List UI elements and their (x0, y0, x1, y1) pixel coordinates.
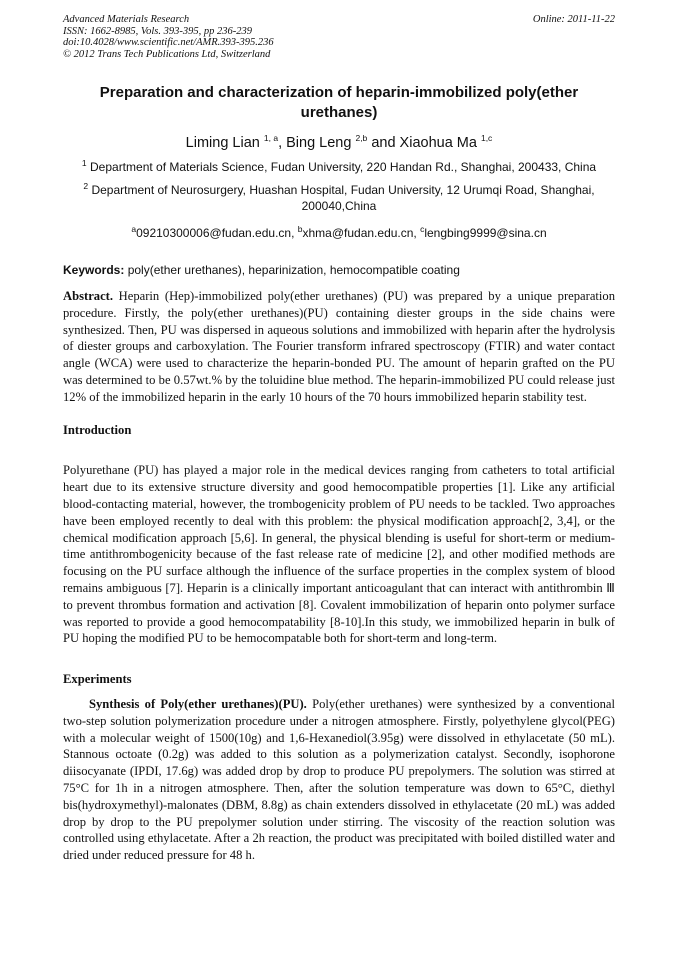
author-separator: and (367, 135, 400, 151)
author-list (63, 134, 615, 152)
email-address: xhma@fudan.edu.cn (302, 226, 414, 240)
journal-copyright: © 2012 Trans Tech Publications Ltd, Switzerland (63, 48, 271, 60)
author-affiliation-marker: 1,c (480, 133, 493, 144)
author-name: Xiaohua Ma (399, 135, 477, 151)
email-marker: c (420, 224, 425, 234)
affiliation-2 (63, 182, 615, 214)
keywords-label: Keywords: (63, 263, 125, 277)
email-separator: , (413, 226, 421, 240)
email-address: lengbing9999@sina.cn (424, 226, 547, 240)
email-marker: b (297, 224, 303, 234)
email-address: 09210300006@fudan.edu.cn (136, 226, 292, 240)
affiliation-text: Department of Materials Science, Fudan University, 220 Handan Rd., Shanghai, 200433, China (90, 160, 597, 174)
abstract-text: Heparin (Hep)-immobilized poly(ether urethanes) (PU) was prepared by a unique preparation procedure. Firstly, the poly(ether urethanes)(PU) containing diester groups in the side chains were synthesized. Then, PU was dispersed in aqueous solutions and immobilized with heparin after the hydrolysis of diester groups and carboxylation. The Fourier transform infrared spectroscopy (FTIR) and water contact angle (WCA) were used to characterize the heparin-bonded PU. The amount of heparin grafted on the PU was determined to be 0.57wt.% by the toluidine blue method. The heparin-immobilized PU could release just 12% of the immobilized heparin in the early 10 hours of the 70 hours immobilized heparin stability test. (63, 289, 616, 404)
introduction-heading: Introduction (63, 422, 132, 437)
affiliation-text: Department of Neurosurgery, Huashan Hospital, Fudan University, 12 Urumqi Road, Shanghai, 200040,China (91, 183, 595, 213)
email-marker: a (131, 224, 137, 234)
experiments-heading: Experiments (63, 672, 132, 687)
journal-name: Advanced Materials Research (63, 14, 190, 25)
author-name: Bing Leng (286, 135, 352, 151)
email-list (63, 225, 615, 241)
author-separator: , (278, 135, 287, 151)
affiliation-marker: 1 (81, 158, 87, 168)
abstract (63, 288, 615, 406)
affiliation-marker: 2 (83, 181, 89, 191)
keywords (63, 262, 615, 278)
journal-issn: ISSN: 1662-8985, Vols. 393-395, pp 236-239 (63, 25, 252, 37)
author-affiliation-marker: 2,b (355, 133, 368, 144)
online-date: Online: 2011-11-22 (532, 14, 615, 25)
experiments-text: Poly(ether urethanes) were synthesized by a conventional two-step solution polymerization procedure under a nitrogen atmosphere. Firstly, polyethylene glycol(PEG) with a molecular weight of 1500(10g) and 1,6-Hexanediol(3.95g) were dissolved in ethylacetate (50 mL). Stannous octoate (0.2g) was added to this solution as a polymerization catalyst. Secondly, isophorone diisocyanate (IPDI, 17.6g) was added drop by drop to produce PU prepolymers. The solution was stirred at 75°C for 1h in a nitrogen atmosphere. Then, after the solution temperature was down to 65°C, diethyl bis(hydroxymethyl)-malonates (DBM, 8.8g) as chain extenders dissolved in ethylacetate (20 mL) was added drop by drop to the PU prepolymer solution under stirring. The viscosity of the reaction solution was controlled using ethylacetate. After a 2h reaction, the product was precipitated with boiled distilled water and dried under reduced pressure for 48 h. (63, 696, 615, 863)
experiments-subheading: Synthesis of Poly(ether urethanes)(PU). (89, 696, 307, 711)
experiments-paragraph (63, 696, 615, 864)
abstract-label: Abstract. (63, 289, 114, 303)
journal-doi: doi:10.4028/www.scientific.net/AMR.393-395.236 (63, 37, 274, 48)
keywords-text: poly(ether urethanes), heparinization, hemocompatible coating (127, 263, 460, 277)
paper-title: Preparation and characterization of heparin-immobilized poly(ether urethanes) (99, 84, 579, 121)
affiliation-1 (63, 159, 615, 175)
journal-header (63, 14, 615, 60)
email-separator: , (291, 226, 298, 240)
introduction-paragraph: Polyurethane (PU) has played a major role in the medical devices ranging from catheters to total artificial heart due to its extensive structure diversity and good hemocompatible properties [1]. Like any artificial blood-contacting material, however, the trombogenicity problem of PU needs to be tackled. Two approaches have been employed recently to deal with this problem: the physical modification approach[2, 3,4], or the chemical modification approach [5,6]. In general, the physical blending is useful for short-term or medium-time antithrombogenicity because of the fast release rate of medicine [2], and other modified methods are focusing on the PU surface although the influence of the surface properties in the complex system of blood remains ambiguous [7]. Heparin is a clinically important anticoagulant that can interact with antithrombin Ⅲ to prevent thrombus formation and activation [8]. Covalent immobilization of heparin onto polymer surface was reported to provide a good hemocompatability [8-10].In this study, we immobilized heparin in bulk of PU hoping the modified PU to be hemocompatable both for short-term and long-term. (63, 463, 615, 646)
author-affiliation-marker: 1, a (263, 133, 279, 144)
author-name: Liming Lian (185, 135, 260, 151)
